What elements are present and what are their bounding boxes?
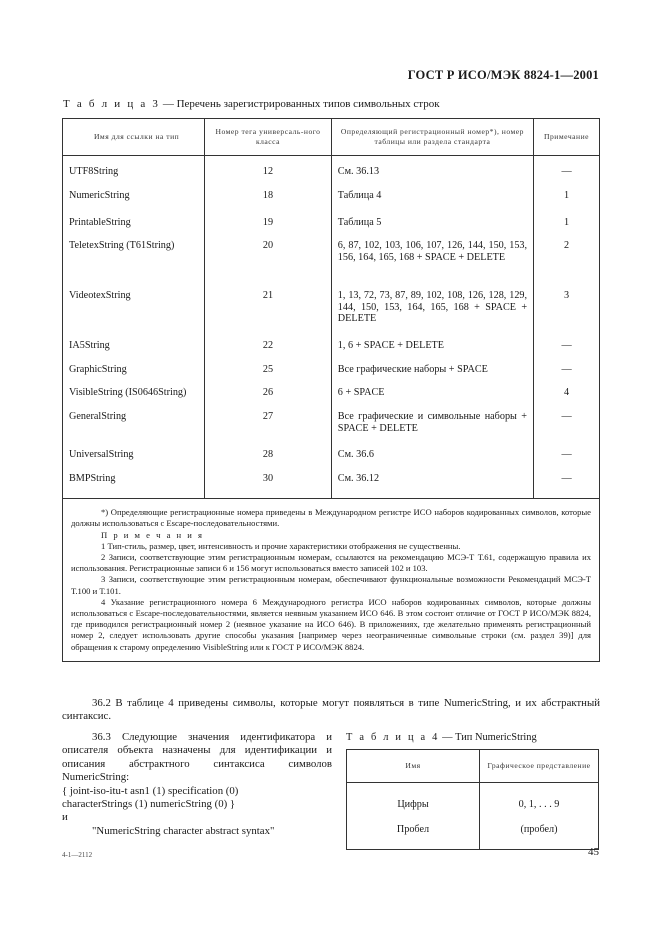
cell-type-name: IA5String	[63, 330, 205, 352]
table3-caption-text: — Перечень зарегистрированных типов символьных строк	[160, 98, 440, 110]
cell-registration: См. 36.13	[331, 156, 533, 178]
cell-tag: 20	[205, 228, 332, 280]
cell-repr: (пробел)	[480, 817, 599, 850]
cell-note: —	[534, 399, 600, 439]
col-header-tag-number: Номер тега универсаль-ного класса	[205, 119, 332, 156]
table-row	[63, 205, 600, 229]
cell-tag: 12	[205, 156, 332, 178]
table-row	[63, 439, 600, 461]
note-item: 2 Записи, соответствующие этим регистрационным номерам, ссылаются на рекомендацию МСЭ-Т Т.61, содержащую правила их использования. Регистрационные записи 6 и 156 могут использоваться вместо записей 102 и 103.	[71, 551, 591, 574]
cell-type-name: VideotexString	[63, 280, 205, 330]
table-row	[63, 399, 600, 439]
table-row	[63, 228, 600, 280]
table-row	[63, 156, 600, 178]
cell-registration: Все графические наборы + SPACE	[331, 352, 533, 376]
cell-registration: См. 36.12	[331, 461, 533, 499]
cell-note: —	[534, 330, 600, 352]
table3-caption-prefix: Т а б л и ц а 3	[63, 98, 161, 110]
note-item: 3 Записи, соответствующие этим регистрационным номерам, обеспечивают функциональные возможности Рекомендаций МСЭ-Т Т.100 и Т.101.	[71, 574, 591, 596]
paragraph-36-3-text: 36.3 Следующие значения идентификатора и описателя объекта назначены для идентификации и описания абстрактного синтаксиса символов NumericString:	[62, 731, 332, 784]
cell-tag: 30	[205, 461, 332, 499]
cell-type-name: BMPString	[63, 461, 205, 499]
cell-name: Пробел	[347, 817, 480, 850]
note-item: 4 Указание регистрационного номера 6 Международного регистра ИСО наборов кодированных символов, которые должны использоваться с Escape-последовательностями, является неявным указанием ИСО 646. В этом состоит отличие от ГОСТ Р ИСО/МЭК 8824, где приводился регистрационный номер 2 (неявное указание на ИСО 646). В приложениях, где желательно применять регистрационный номер 2, следует использовать другие способы указания [например через неограниченные символьные строки (см. раздел 39)] для обращения к старому определению VisibleString или к ГОСТ Р ИСО/МЭК 8824.	[71, 596, 591, 652]
cell-type-name: UTF8String	[63, 156, 205, 178]
cell-tag: 27	[205, 399, 332, 439]
note-item: 1 Тип-стиль, размер, цвет, интенсивность и прочие характеристики отображения не существенны.	[101, 540, 461, 551]
col-header-graphic: Графическое представление	[480, 750, 599, 783]
cell-note: —	[534, 156, 600, 178]
oid-line: { joint-iso-itu-t asn1 (1) specification (0)	[62, 784, 239, 797]
table3-notes	[63, 499, 600, 662]
cell-tag: 19	[205, 205, 332, 229]
table4-caption-text: — Тип NumericString	[439, 732, 537, 743]
cell-type-name: PrintableString	[63, 205, 205, 229]
cell-note: —	[534, 439, 600, 461]
object-descriptor: "NumericString character abstract syntax"	[92, 824, 275, 837]
cell-registration: Таблица 5	[331, 205, 533, 229]
col-header-type-name: Имя для ссылки на тип	[63, 119, 205, 156]
col-header-registration: Определяющий регистрационный номер*), номер таблицы или раздела стандарта	[331, 119, 533, 156]
cell-repr: 0, 1, . . . 9	[480, 783, 599, 818]
registered-string-types-table	[62, 118, 600, 662]
table-row	[63, 330, 600, 352]
paragraph-36-3	[62, 731, 332, 838]
cell-tag: 18	[205, 178, 332, 205]
cell-type-name: GraphicString	[63, 352, 205, 376]
cell-registration: См. 36.6	[331, 439, 533, 461]
document-header: ГОСТ Р ИСО/МЭК 8824-1—2001	[407, 68, 599, 82]
table-row	[347, 783, 599, 818]
cell-note: 1	[534, 205, 600, 229]
paragraph-36-2: 36.2 В таблице 4 приведены символы, которые могут появляться в типе NumericString, и их абстрактный синтаксис.	[62, 697, 600, 723]
cell-tag: 26	[205, 375, 332, 399]
cell-note: 1	[534, 178, 600, 205]
cell-note: —	[534, 352, 600, 376]
table-row	[347, 817, 599, 850]
table3-caption	[63, 98, 440, 110]
cell-note: 4	[534, 375, 600, 399]
print-code: 4-1—2112	[62, 851, 93, 859]
cell-note: —	[534, 461, 600, 499]
cell-type-name: VisibleString (IS0646String)	[63, 375, 205, 399]
table4-caption-prefix: Т а б л и ц а 4	[346, 732, 440, 743]
cell-registration: 6 + SPACE	[331, 375, 533, 399]
cell-name: Цифры	[347, 783, 480, 818]
cell-registration: 1, 13, 72, 73, 87, 89, 102, 108, 126, 128, 129, 144, 150, 153, 164, 165, 168 + SPACE + DELETE	[331, 280, 533, 330]
page-number: 45	[588, 846, 599, 858]
table-row	[63, 280, 600, 330]
oid-line: и	[62, 811, 68, 824]
table-row	[63, 375, 600, 399]
cell-type-name: UniversalString	[63, 439, 205, 461]
numeric-string-table	[346, 749, 599, 850]
table-row	[63, 461, 600, 499]
cell-tag: 21	[205, 280, 332, 330]
cell-registration: 6, 87, 102, 103, 106, 107, 126, 144, 150, 153, 156, 164, 165, 168 + SPACE + DELETE	[331, 228, 533, 280]
cell-registration: Таблица 4	[331, 178, 533, 205]
oid-line: characterStrings (1) numericString (0) }	[62, 798, 236, 811]
table3-footnote: *) Определяющие регистрационные номера приведены в Международном регистре ИСО наборов кодированных символов, которые должны использоваться с Escape-последовательностями.	[71, 507, 591, 529]
cell-tag: 25	[205, 352, 332, 376]
cell-tag: 22	[205, 330, 332, 352]
cell-registration: 1, 6 + SPACE + DELETE	[331, 330, 533, 352]
col-header-name: Имя	[347, 750, 480, 783]
table-row	[63, 352, 600, 376]
cell-tag: 28	[205, 439, 332, 461]
cell-type-name: GeneralString	[63, 399, 205, 439]
cell-type-name: TeletexString (T61String)	[63, 228, 205, 280]
table4-caption	[346, 732, 537, 743]
cell-registration: Все графические и символьные наборы + SPACE + DELETE	[331, 399, 533, 439]
cell-type-name: NumericString	[63, 178, 205, 205]
notes-title: П р и м е ч а н и я	[101, 529, 204, 540]
cell-note: 2	[534, 228, 600, 280]
cell-note: 3	[534, 280, 600, 330]
col-header-note: Примечание	[534, 119, 600, 156]
table-row	[63, 178, 600, 205]
